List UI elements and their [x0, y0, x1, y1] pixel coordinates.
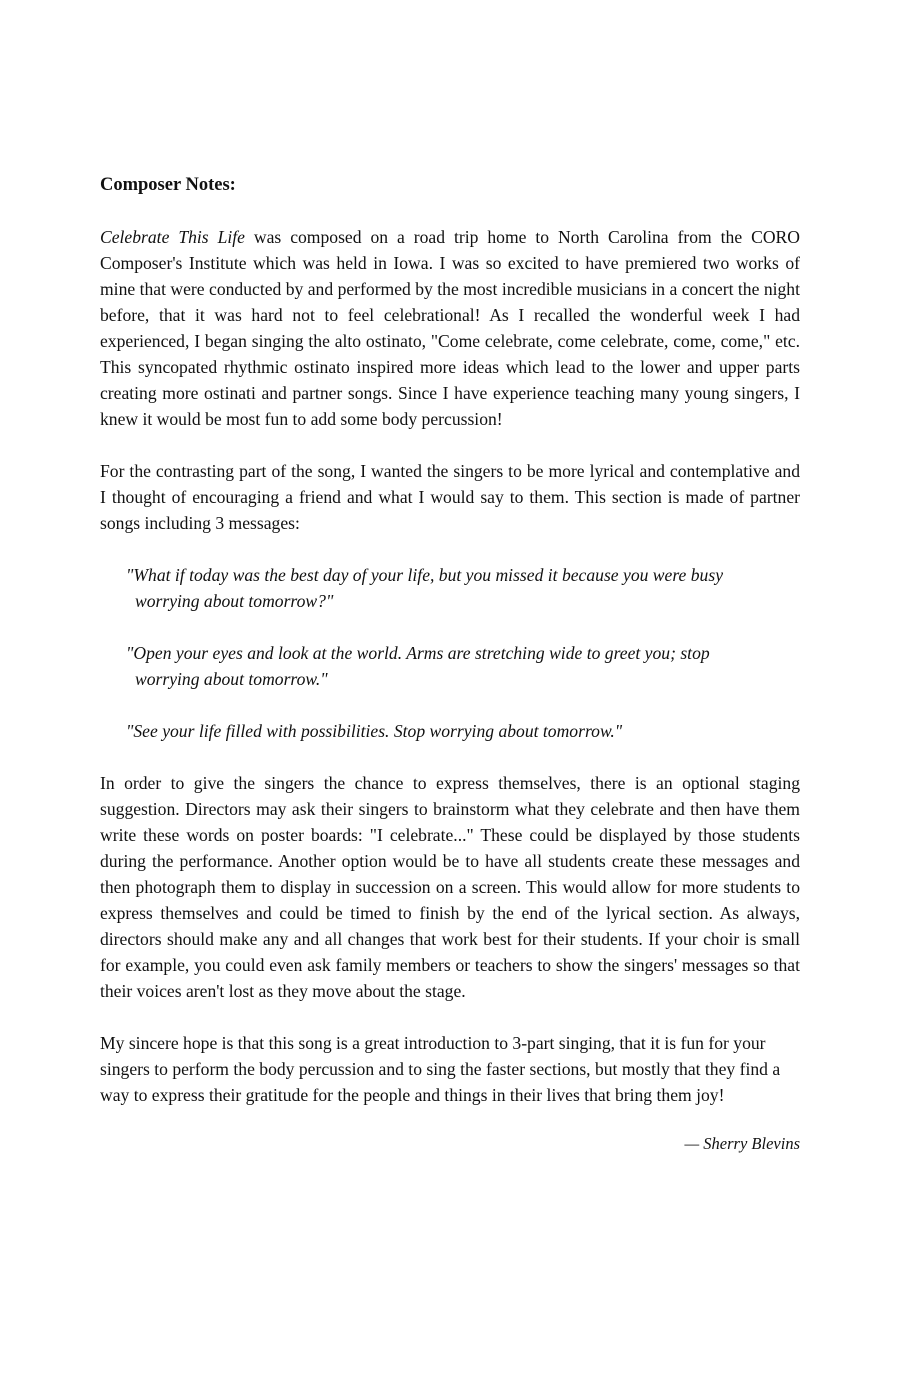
- intro-paragraph-text: was composed on a road trip home to North Carolina from the CORO Composer's Institute which was held in Iowa. I was so excited to have premiered two works of mine that were conducted by and performed by the most incredible musicians in a concert the night before, that it was hard not to feel celebrational! As I recalled the wonderful week I had experienced, I began singing the alto ostinato, "Come celebrate, come celebrate, come, come," etc. This syncopated rhythmic ostinato inspired more ideas which lead to the lower and upper parts creating more ostinati and partner songs. Since I have experience teaching many young singers, I knew it would be most fun to add some body percussion!: [100, 227, 800, 429]
- quote-message: "See your life filled with possibilities. Stop worrying about tomorrow.": [126, 721, 623, 741]
- closing-paragraph: My sincere hope is that this song is a great introduction to 3-part singing, that it is fun for your singers to perform the body percussion and to sing the faster sections, but mostly that they find a way to express their gratitude for the people and things in their lives that bring them joy!: [100, 1033, 781, 1105]
- staging-paragraph: In order to give the singers the chance to express themselves, there is an optional staging suggestion. Directors may ask their singers to brainstorm what they celebrate and then have them write these words on poster boards: "I celebrate..." These could be displayed by those students during the performance. Another option would be to have all students create these messages and then photograph them to display in succession on a screen. This would allow for more students to express themselves and could be timed to finish by the end of the lyrical section. As always, directors should make any and all changes that work best for their students. If your choir is small for example, you could even ask family members or teachers to show the singers' messages so that their voices aren't lost as they move about the stage.: [100, 773, 800, 1001]
- quote-message: "Open your eyes and look at the world. Arms are stretching wide to greet you; stop worrying about tomorrow.": [126, 643, 710, 689]
- song-title: Celebrate This Life: [100, 227, 245, 247]
- contrasting-part-paragraph: For the contrasting part of the song, I wanted the singers to be more lyrical and contemplative and I thought of encouraging a friend and what I would say to them. This section is made of partner songs including 3 messages:: [100, 461, 800, 533]
- composer-signature: — Sherry Blevins: [684, 1134, 800, 1153]
- quote-message: "What if today was the best day of your life, but you missed it because you were busy worrying about tomorrow?": [126, 565, 724, 611]
- intro-paragraph: [100, 224, 800, 432]
- composer-notes-page: [100, 172, 800, 1157]
- page-heading: Composer Notes:: [100, 175, 236, 195]
